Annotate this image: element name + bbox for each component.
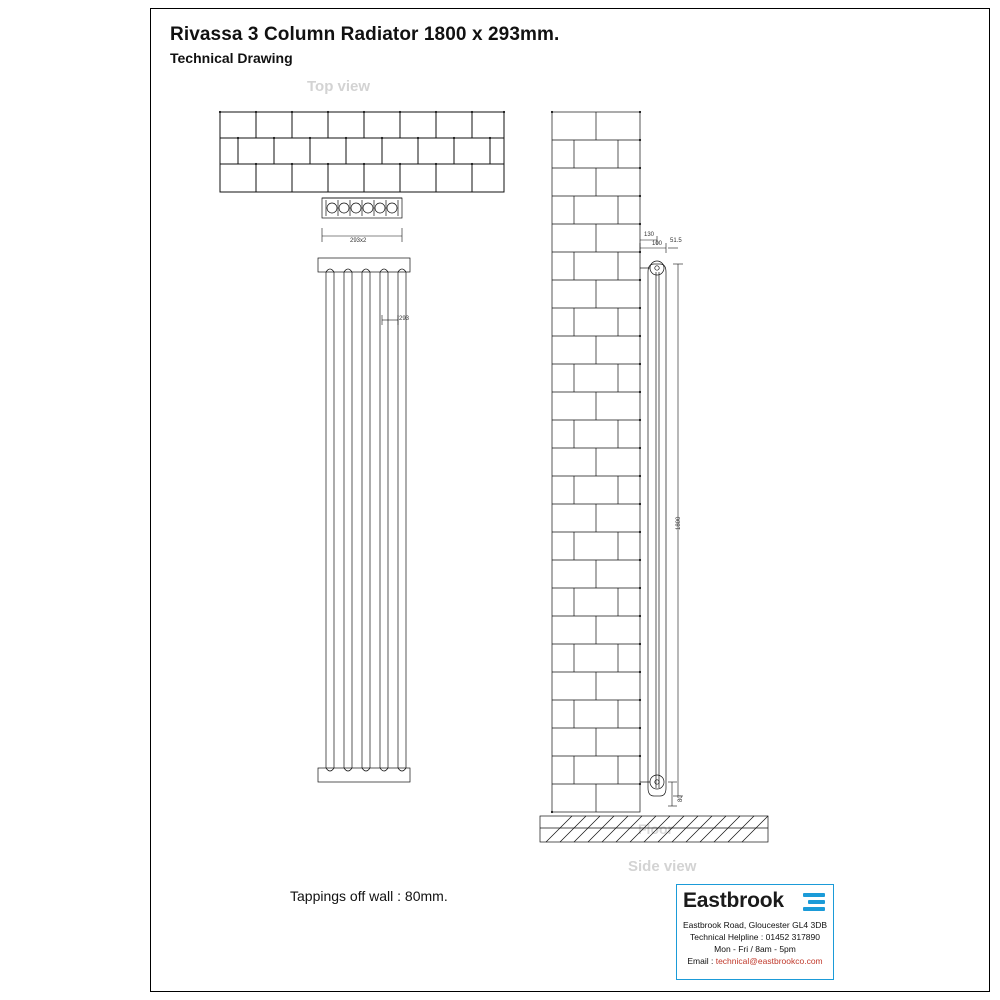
dim-offset-51-5: 51.5 <box>670 238 682 244</box>
company-email-line <box>677 955 833 967</box>
page-title: Rivassa 3 Column Radiator 1800 x 293mm. <box>170 24 560 45</box>
dim-top-width: 293x2 <box>350 238 367 244</box>
dim-offset-130: 130 <box>644 232 655 238</box>
dim-bottom-offset: 80 <box>678 795 684 802</box>
email-label: Email : <box>687 956 716 966</box>
side-view-wall <box>552 112 640 812</box>
overall-height-dimension <box>673 264 683 796</box>
dim-offset-100: 100 <box>652 241 663 247</box>
brand-name: Eastbrook <box>683 889 784 912</box>
bottom-offset-dimension <box>668 782 677 806</box>
company-helpline: Technical Helpline : 01452 317890 <box>690 932 820 942</box>
company-hours: Mon - Fri / 8am - 5pm <box>714 944 796 954</box>
dim-front-width: 293 <box>399 316 410 322</box>
front-width-dimension <box>382 315 398 325</box>
tappings-note: Tappings off wall : 80mm. <box>290 888 448 904</box>
top-view-label: Top view <box>307 78 371 95</box>
radiator-front-elevation <box>318 258 410 782</box>
email-link[interactable]: technical@eastbrookco.com <box>715 956 823 966</box>
dim-overall-height: 1800 <box>676 516 682 530</box>
logo-row <box>683 889 827 919</box>
radiator-side-profile <box>640 261 666 796</box>
company-address: Eastbrook Road, Gloucester GL4 3DB <box>682 920 828 930</box>
floor-section <box>540 816 768 842</box>
page-subtitle: Technical Drawing <box>170 50 293 66</box>
floor-label: Floor <box>638 821 673 837</box>
company-info-box <box>676 884 834 980</box>
eastbrook-logo-icon <box>803 893 825 914</box>
radiator-plan <box>322 198 402 218</box>
side-view-label: Side view <box>628 858 697 875</box>
